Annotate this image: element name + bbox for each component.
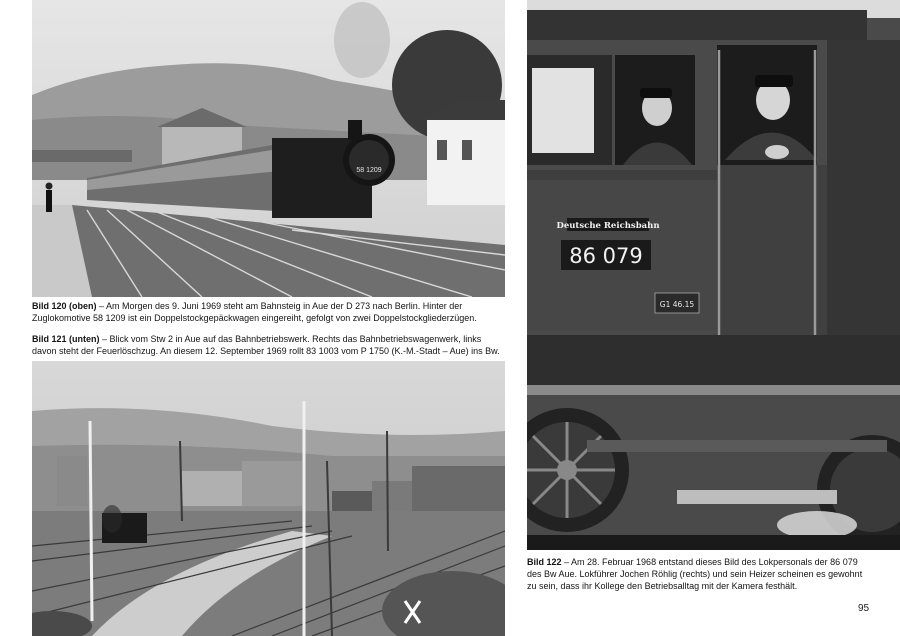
smokebox-number: 58 1209 [356, 167, 382, 174]
caption-text: – Blick vom Stw 2 in Aue auf das Bahnbetriebswerk. Rechts das Bahnbetriebswagenwerk, links davon steht der Feuerlöschzug. An diesem 12. September 1969 rollt 83 1003 vom P 1750 (K.-M.-Stadt – Aue) ins Bw. [32, 334, 500, 357]
caption-bild-122 [527, 556, 872, 593]
class-plate-text: G1 46.15 [659, 300, 695, 309]
nameplate-text: Deutsche Reichsbahn [556, 221, 660, 231]
caption-label: Bild 121 (unten) [32, 334, 100, 344]
caption-label: Bild 122 [527, 557, 562, 567]
loco-number-text: 86 079 [569, 244, 643, 268]
page-number: 95 [858, 603, 870, 614]
photo-bild-121 [32, 361, 505, 636]
caption-label: Bild 120 (oben) [32, 301, 97, 311]
photo-bild-122 [527, 0, 900, 550]
caption-bild-121 [32, 333, 506, 357]
caption-text: – Am 28. Februar 1968 entstand dieses Bild des Lokpersonals der 86 079 des Bw Aue. Lokführer Jochen Röhlig (rechts) und sein Heizer scheinen es gewohnt zu sein, dass ihr Kollege den Betriebsalltag mit der Kamera festhält. [527, 557, 863, 592]
caption-bild-120 [32, 300, 506, 324]
caption-text: – Am Morgen des 9. Juni 1969 steht am Bahnsteig in Aue der D 273 nach Berlin. Hinter der Zuglokomotive 58 1209 ist ein Doppelstockgepäckwagen eingereiht, gefolgt von zwei Doppelstockgliederzügen. [32, 301, 477, 324]
photo-bild-120 [32, 0, 505, 297]
